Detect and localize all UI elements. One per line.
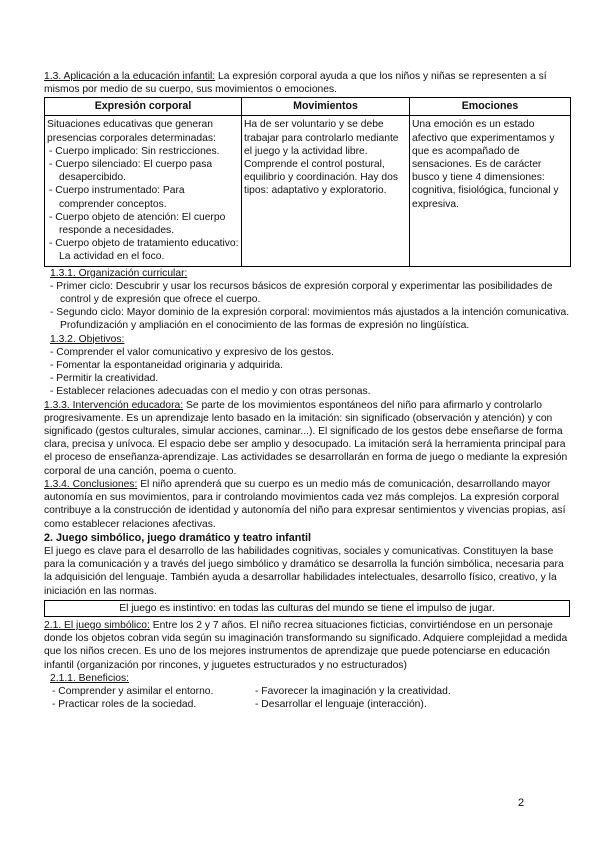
list-item: - Fomentar la espontaneidad originaria y adquirida. (48, 359, 570, 372)
section-21-paragraph (44, 619, 570, 672)
list-item: - Favorecer la imaginación y la creatividad. (253, 685, 456, 698)
section-133-heading: 1.3.3. Intervención educadora: (44, 399, 184, 411)
table-cell-emociones: Una emoción es un estado afectivo que experimentamos y que es acompañado de sensaciones. Es de carácter busco y tiene 4 dimensiones: cognitiva, fisiológica, funcional y expresiva. (410, 116, 571, 266)
section-132-list (44, 346, 570, 399)
section-134-paragraph (44, 478, 570, 531)
section-133-paragraph (44, 399, 570, 478)
section-2-heading: 2. Juego simbólico, juego dramático y teatro infantil (44, 531, 311, 544)
table-header-expresion: Expresión corporal (45, 98, 242, 116)
benefits-right-list (253, 685, 456, 711)
table-header-row (45, 98, 571, 116)
section-21-text: Entre los 2 y 7 años. El niño recrea situaciones ficticias, convirtiéndose en un personaje donde los objetos cobran vida según su imaginación transformando su significado. Adquiere complejidad a medida que los niños crecen. Es uno de los mejores instrumentos de aprendizaje que puede potenciarse en educación infantil (organización por rincones, y juguetes estructurados y no estructurados) (44, 619, 568, 671)
list-item: - Cuerpo instrumentado: Para comprender conceptos. (47, 184, 239, 210)
table-header-emociones: Emociones (410, 98, 571, 116)
intro-text: La expresión corporal ayuda a que los niños y niñas se representen a sí mismos por medio de su cuerpo, sus movimientos o emociones. (44, 71, 547, 96)
list-item: - Segundo ciclo: Mayor dominio de la expresión corporal: movimientos más ajustados a la intención comunicativa. Profundización y ampliación en el conocimiento de las formas de expresión no lingüística. (48, 306, 570, 332)
list-item: - Desarrollar el lenguaje (interacción). (253, 698, 456, 711)
section-133-text: Se parte de los movimientos espontáneos del niño para afirmarlo y controlarlo progresivamente. Es un aprendizaje lento basado en la imitación: sin significado (observación y atención) y con significado (gestos culturales, simular acciones, caminar...). El significado de los gestos debe enseñarse de forma clara, precisa y unívoca. El espacio debe ser amplio y desocupado. La imitación será la herramienta principal para el proceso de enseñanza-aprendizaje. Las actividades se desarrollarán en forma de juego o mediante la expresión corporal de una canción, poema o cuento. (44, 399, 568, 477)
benefits-columns (44, 685, 570, 711)
table-cell-expresion (45, 116, 242, 266)
list-item: - Cuerpo implicado: Sin restricciones. (47, 145, 239, 158)
intro-heading: 1.3. Aplicación a la educación infantil: (44, 71, 216, 82)
list-item: - Practicar roles de la sociedad. (50, 698, 253, 711)
table-header-movimientos: Movimientos (242, 98, 410, 116)
section-131-list (44, 280, 570, 333)
list-item: - Cuerpo objeto de tratamiento educativo: La actividad en el foco. (47, 237, 239, 263)
intro-paragraph (44, 70, 570, 96)
table-cell-intro: Situaciones educativas que generan presencias corporales determinadas: (47, 119, 216, 144)
table-row (45, 116, 571, 266)
list-item: - Permitir la creatividad. (48, 372, 570, 385)
list-item: - Cuerpo objeto de atención: El cuerpo responde a necesidades. (47, 211, 239, 237)
list-item: - Establecer relaciones adecuadas con el medio y con otras personas. (48, 385, 570, 398)
highlight-box: El juego es instintivo: en todas las culturas del mundo se tiene el impulso de jugar. (44, 600, 570, 617)
section-134-heading: 1.3.4. Conclusiones: (44, 478, 138, 490)
section-211-heading: 2.1.1. Beneficios: (50, 672, 129, 684)
list-item: - Comprender y asimilar el entorno. (50, 685, 253, 698)
body-types-list (47, 145, 239, 264)
list-item: - Comprender el valor comunicativo y expresivo de los gestos. (48, 346, 570, 359)
benefits-left-list (50, 685, 253, 711)
table-cell-movimientos: Ha de ser voluntario y se debe trabajar para controlarlo mediante el juego y la actividad libre. Comprende el control postural, equilibrio y coordinación. Hay dos tipos: adaptativo y exploratorio. (242, 116, 410, 266)
section-132-heading: 1.3.2. Objetivos: (50, 333, 125, 345)
section-131-heading: 1.3.1. Organización curricular: (50, 267, 188, 279)
comparison-table (44, 97, 571, 266)
document-page (44, 70, 570, 711)
section-134-text: El niño aprenderá que su cuerpo es un medio más de comunicación, desarrollando mayor autonomía en sus movimientos, para ir controlando movimientos cada vez más complejos. La expresión corporal contribuye a la construcción de identidad y autonomía del niño para expresar sentimientos y vivencias propias, así como establecer relaciones afectivas. (44, 478, 566, 530)
list-item: - Cuerpo silenciado: El cuerpo pasa desapercibido. (47, 158, 239, 184)
page-number: 2 (518, 797, 525, 809)
list-item: - Primer ciclo: Descubrir y usar los recursos básicos de expresión corporal y experimentar las posibilidades de control y de expresión que ofrece el cuerpo. (48, 280, 570, 306)
section-2-text: El juego es clave para el desarrollo de las habilidades cognitivas, sociales y comunicativas. Constituyen la base para la comunicación y a través del juego simbólico y dramático se desarrolla la función simbólica, necesaria para la adquisición del lenguaje. También ayuda a desarrollar habilidades intelectuales, desarrollo físico, creativo, y la iniciación en las normas. (44, 545, 564, 597)
section-21-heading: 2.1. El juego simbólico: (44, 619, 150, 631)
